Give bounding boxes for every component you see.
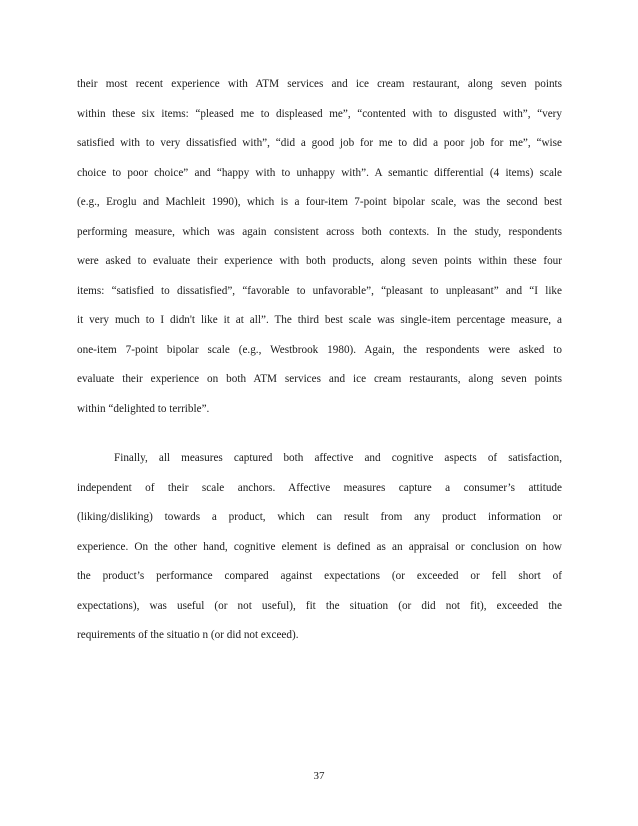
paragraph-line: one-item 7-point bipolar scale (e.g., Westbrook 1980). Again, the respondents were asked to [77, 343, 562, 356]
paragraph-line: items: “satisfied to dissatisfied”, “favorable to unfavorable”, “pleasant to unpleasant” and “I like [77, 284, 562, 297]
paragraph-line: within “delighted to terrible”. [77, 402, 210, 415]
paragraph-line: the product’s performance compared against expectations (or exceeded or fell short of [77, 570, 562, 582]
paragraph-1 [77, 70, 562, 424]
paragraph-line: within these six items: “pleased me to displeased me”, “contented with to disgusted with”, “very [77, 107, 562, 120]
paragraph-line: (e.g., Eroglu and Machleit 1990), which is a four-item 7-point bipolar scale, was the second best [77, 196, 562, 208]
paragraph-line: choice to poor choice” and “happy with to unhappy with”. A semantic differential (4 items) scale [77, 166, 562, 179]
paragraph-line: satisfied with to very dissatisfied with”, “did a good job for me to did a poor job for me”, “wise [77, 137, 562, 149]
paragraph-line: expectations), was useful (or not useful), fit the situation (or did not fit), exceeded the [77, 599, 562, 612]
paragraph-line: requirements of the situatio n (or did not exceed). [77, 629, 299, 641]
page-number: 37 [313, 770, 325, 782]
paragraph-line: their most recent experience with ATM services and ice cream restaurant, along seven points [77, 78, 562, 90]
paragraph-line: independent of their scale anchors. Affective measures capture a consumer’s attitude [77, 481, 562, 494]
paragraph-line: performing measure, which was again consistent across both contexts. In the study, respondents [77, 225, 562, 238]
paragraph-line: it very much to I didn't like it at all”. The third best scale was single-item percentage measure, a [77, 314, 562, 326]
paragraph-line: Finally, all measures captured both affective and cognitive aspects of satisfaction, [114, 452, 562, 464]
paragraph-2 [77, 444, 562, 651]
paragraph-line: evaluate their experience on both ATM services and ice cream restaurants, along seven points [77, 373, 562, 385]
paragraph-line: (liking/disliking) towards a product, which can result from any product information or [77, 511, 562, 523]
paragraph-line: experience. On the other hand, cognitive element is defined as an appraisal or conclusion on how [77, 540, 562, 553]
paragraph-line: were asked to evaluate their experience with both products, along seven points within these four [77, 255, 562, 267]
